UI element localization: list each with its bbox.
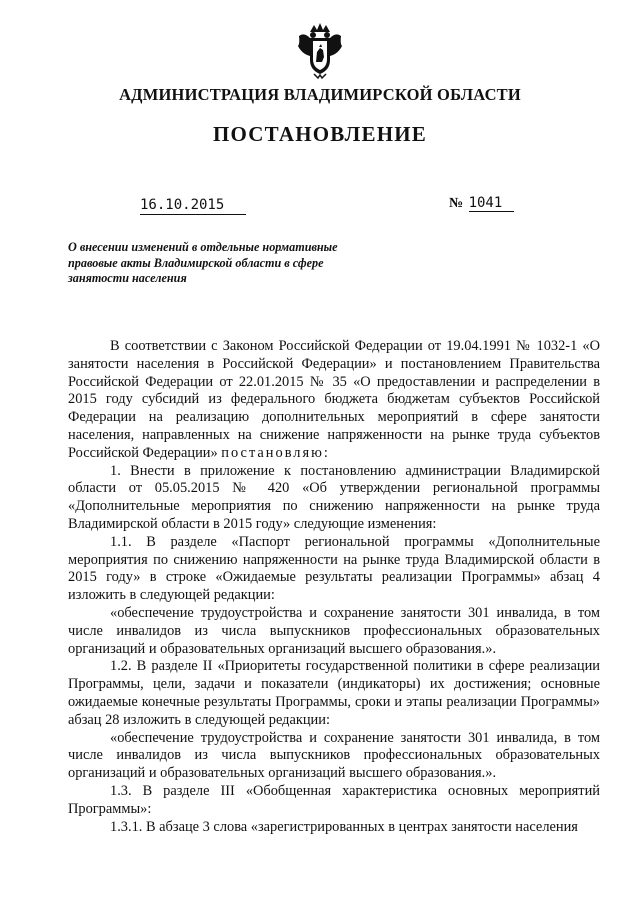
document-date: 16.10.2015 [140,197,246,215]
decree-word: постановляю: [221,444,330,461]
organization-title: АДМИНИСТРАЦИЯ ВЛАДИМИРСКОЙ ОБЛАСТИ [119,85,521,104]
paragraph-1: 1. Внести в приложение к постановлению администрации Владимирской области от 05.05.2015 № 420 «Об утверждении региональной программы «Дополнительные мероприятия по снижению напряженности на рынке труда Владимирской области в 2015 году» следующие изменения: [68,462,600,532]
document-number [449,195,514,212]
quote-2: «обеспечение трудоустройства и сохранение занятости 301 инвалида, в том числе инвалидов из числа выпускников профессиональных образовательных организаций и образовательных организаций высшего образования.». [68,729,600,782]
coat-of-arms-icon [296,22,344,80]
paragraph-1-3-1: 1.3.1. В абзаце 3 слова «зарегистрированных в центрах занятости населения [110,818,578,835]
paragraph-1-2: 1.2. В разделе II «Приоритеты государственной политики в сфере реализации Программы, цели, задачи и показатели (индикаторы) их достижения; основные ожидаемые конечные результаты Программы, сроки и этапы реализации Программы» абзац 28 изложить в следующей редакции: [68,658,600,728]
preamble-text: В соответствии с Законом Российской Федерации от 19.04.1991 № 1032-1 «О занятости населения в Российской Федерации» и постановлением Правительства Российской Федерации от 22.01.2015 № 35 «О предоставлении и распределении в 2015 году субсидий из федерального бюджета бюджетам субъектов Российской Федерации на реализацию дополнительных мероприятий в сфере занятости населения, направленных на снижение напряженности на рынке труда субъектов Российской Федерации» [68,338,600,461]
preamble-paragraph [68,338,600,463]
number-value: 1041 [469,195,514,212]
paragraph-1-1: 1.1. В разделе «Паспорт региональной программы «Дополнительные мероприятия по снижению напряженности на рынке труда Владимирской области в 2015 году» в строке «Ожидаемые результаты реализации Программы» абзац 4 изложить в следующей редакции: [68,533,600,604]
number-label: № [449,196,464,211]
document-subject: О внесении изменений в отдельные нормативные правовые акты Владимирской области в сфере занятости населения [68,240,338,285]
document-body [68,338,600,836]
paragraph-1-3: 1.3. В разделе III «Обобщенная характеристика основных мероприятий Программы»: [68,782,600,817]
quote-1: «обеспечение трудоустройства и сохранение занятости 301 инвалида, в том числе инвалидов из числа выпускников профессиональных образовательных организаций и образовательных организаций высшего образования.». [68,604,600,657]
document-type-title: ПОСТАНОВЛЕНИЕ [212,122,428,146]
